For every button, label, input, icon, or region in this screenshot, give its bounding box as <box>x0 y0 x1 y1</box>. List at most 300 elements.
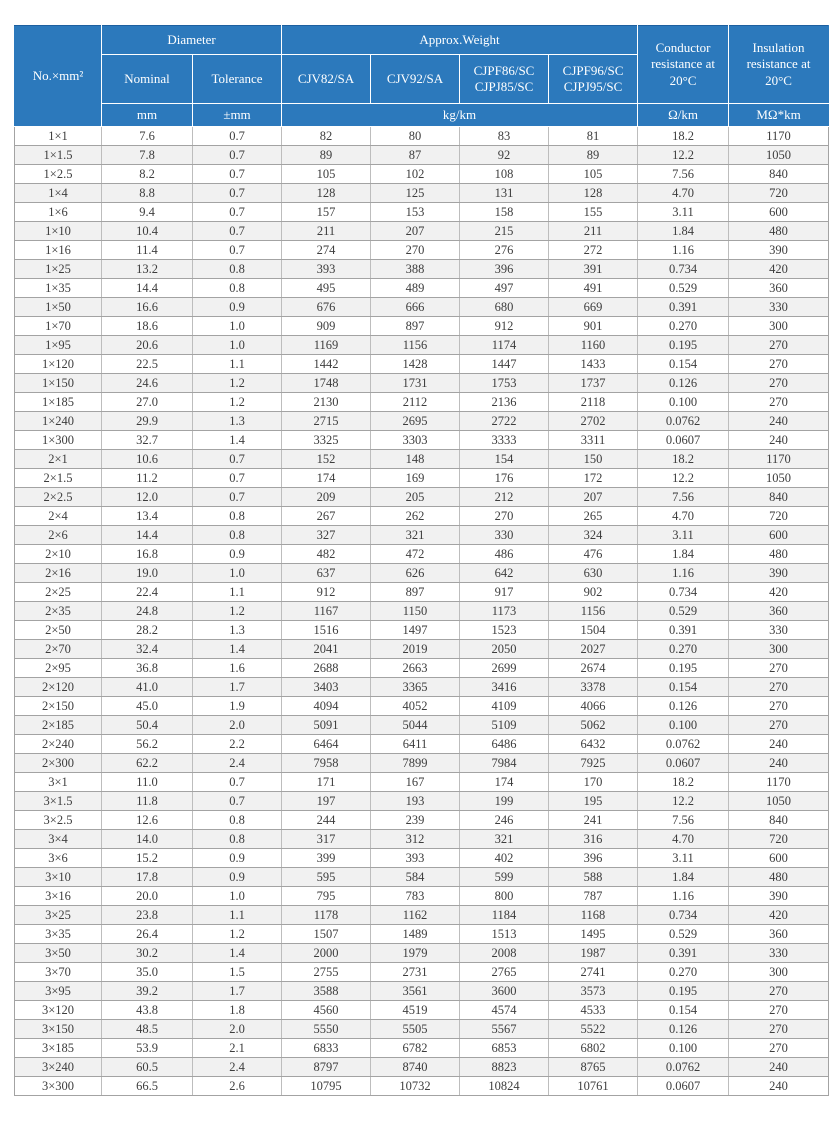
cell: 360 <box>729 925 829 944</box>
cell: 3333 <box>460 431 549 450</box>
cell: 6802 <box>549 1039 638 1058</box>
cell: 312 <box>371 830 460 849</box>
cell: 2×120 <box>15 678 102 697</box>
cell: 0.9 <box>193 868 282 887</box>
cell: 0.391 <box>638 298 729 317</box>
cell: 41.0 <box>102 678 193 697</box>
cell: 1184 <box>460 906 549 925</box>
cell: 18.2 <box>638 127 729 146</box>
cell: 174 <box>282 469 371 488</box>
cell: 2×300 <box>15 754 102 773</box>
cell: 7.8 <box>102 146 193 165</box>
cable-spec-table <box>14 25 829 1096</box>
unit-tolerance-mm: ±mm <box>193 104 282 127</box>
cell: 4109 <box>460 697 549 716</box>
cell: 1.9 <box>193 697 282 716</box>
cell: 330 <box>729 944 829 963</box>
cell: 2715 <box>282 412 371 431</box>
cell: 24.6 <box>102 374 193 393</box>
cell: 420 <box>729 906 829 925</box>
cell: 2.2 <box>193 735 282 754</box>
cell: 2041 <box>282 640 371 659</box>
cell: 1.1 <box>193 355 282 374</box>
cell: 2×185 <box>15 716 102 735</box>
cell: 0.100 <box>638 1039 729 1058</box>
cell: 1.3 <box>193 621 282 640</box>
cell: 588 <box>549 868 638 887</box>
cell: 8823 <box>460 1058 549 1077</box>
cell: 0.154 <box>638 1001 729 1020</box>
cell: 0.8 <box>193 279 282 298</box>
cell: 17.8 <box>102 868 193 887</box>
cell: 3561 <box>371 982 460 1001</box>
cell: 1.6 <box>193 659 282 678</box>
cell: 0.391 <box>638 621 729 640</box>
cable-spec-table-container <box>14 25 828 1096</box>
cell: 29.9 <box>102 412 193 431</box>
cell: 270 <box>729 982 829 1001</box>
cell: 193 <box>371 792 460 811</box>
cell: 3.11 <box>638 526 729 545</box>
table-row <box>15 678 829 697</box>
cell: 0.8 <box>193 811 282 830</box>
cell: 215 <box>460 222 549 241</box>
cell: 1753 <box>460 374 549 393</box>
cell: 276 <box>460 241 549 260</box>
table-row <box>15 906 829 925</box>
cell: 3.11 <box>638 849 729 868</box>
cell: 0.734 <box>638 583 729 602</box>
cell: 11.2 <box>102 469 193 488</box>
cell: 0.0607 <box>638 754 729 773</box>
cell: 720 <box>729 184 829 203</box>
cell: 1×4 <box>15 184 102 203</box>
cell: 3573 <box>549 982 638 1001</box>
cell: 0.126 <box>638 1020 729 1039</box>
cell: 2008 <box>460 944 549 963</box>
cell: 3×2.5 <box>15 811 102 830</box>
cell: 2.4 <box>193 1058 282 1077</box>
cell: 10732 <box>371 1077 460 1096</box>
header-row-units <box>15 104 829 127</box>
cell: 7899 <box>371 754 460 773</box>
cell: 10.4 <box>102 222 193 241</box>
cell: 4066 <box>549 697 638 716</box>
cell: 1160 <box>549 336 638 355</box>
cell: 270 <box>460 507 549 526</box>
cell: 5522 <box>549 1020 638 1039</box>
header-cjpf86-sc <box>460 55 549 104</box>
unit-kg-km: kg/km <box>282 104 638 127</box>
cell: 1.0 <box>193 887 282 906</box>
cell: 7.56 <box>638 488 729 507</box>
cell: 2×2.5 <box>15 488 102 507</box>
cell: 18.2 <box>638 773 729 792</box>
cell: 0.7 <box>193 165 282 184</box>
cell: 2×4 <box>15 507 102 526</box>
cell: 2×10 <box>15 545 102 564</box>
cell: 212 <box>460 488 549 507</box>
cell: 399 <box>282 849 371 868</box>
cell: 1169 <box>282 336 371 355</box>
cell: 6464 <box>282 735 371 754</box>
cell: 1.0 <box>193 336 282 355</box>
cell: 1×95 <box>15 336 102 355</box>
cell: 16.6 <box>102 298 193 317</box>
cell: 3×1 <box>15 773 102 792</box>
table-row <box>15 773 829 792</box>
cell: 396 <box>460 260 549 279</box>
cell: 2.0 <box>193 1020 282 1039</box>
cell: 152 <box>282 450 371 469</box>
cell: 2×70 <box>15 640 102 659</box>
cell: 901 <box>549 317 638 336</box>
cell: 0.8 <box>193 507 282 526</box>
cell: 1×25 <box>15 260 102 279</box>
cell: 30.2 <box>102 944 193 963</box>
table-row <box>15 1058 829 1077</box>
cell: 1516 <box>282 621 371 640</box>
cell: 7.56 <box>638 811 729 830</box>
cell: 211 <box>549 222 638 241</box>
table-body <box>15 127 829 1096</box>
cell: 240 <box>729 1058 829 1077</box>
cell: 270 <box>729 1020 829 1039</box>
cell: 1447 <box>460 355 549 374</box>
cell: 3×16 <box>15 887 102 906</box>
cell: 5505 <box>371 1020 460 1039</box>
cell: 6782 <box>371 1039 460 1058</box>
cell: 131 <box>460 184 549 203</box>
cell: 56.2 <box>102 735 193 754</box>
cell: 158 <box>460 203 549 222</box>
cell: 150 <box>549 450 638 469</box>
cell: 20.6 <box>102 336 193 355</box>
cell: 60.5 <box>102 1058 193 1077</box>
cell: 176 <box>460 469 549 488</box>
cell: 912 <box>460 317 549 336</box>
cell: 0.7 <box>193 146 282 165</box>
cell: 1156 <box>371 336 460 355</box>
cell: 637 <box>282 564 371 583</box>
cell: 12.0 <box>102 488 193 507</box>
cell: 1523 <box>460 621 549 640</box>
cell: 0.7 <box>193 203 282 222</box>
cell: 240 <box>729 735 829 754</box>
cell: 642 <box>460 564 549 583</box>
cell: 270 <box>729 659 829 678</box>
cell: 1731 <box>371 374 460 393</box>
header-cjpf96-line1: CJPF96/SC <box>562 62 624 78</box>
cell: 3×4 <box>15 830 102 849</box>
cell: 1.16 <box>638 564 729 583</box>
cell: 5091 <box>282 716 371 735</box>
cell: 0.0762 <box>638 412 729 431</box>
cell: 105 <box>549 165 638 184</box>
cell: 154 <box>460 450 549 469</box>
cell: 1156 <box>549 602 638 621</box>
table-row <box>15 336 829 355</box>
cell: 2×1 <box>15 450 102 469</box>
cell: 1979 <box>371 944 460 963</box>
cell: 5567 <box>460 1020 549 1039</box>
cell: 172 <box>549 469 638 488</box>
cell: 3.11 <box>638 203 729 222</box>
cell: 1170 <box>729 127 829 146</box>
cell: 155 <box>549 203 638 222</box>
cell: 720 <box>729 507 829 526</box>
cell: 32.7 <box>102 431 193 450</box>
cell: 5550 <box>282 1020 371 1039</box>
table-row <box>15 868 829 887</box>
cell: 584 <box>371 868 460 887</box>
cell: 3588 <box>282 982 371 1001</box>
table-row <box>15 621 829 640</box>
cell: 4533 <box>549 1001 638 1020</box>
cell: 18.2 <box>638 450 729 469</box>
cell: 0.529 <box>638 602 729 621</box>
cell: 2765 <box>460 963 549 982</box>
cell: 10761 <box>549 1077 638 1096</box>
cell: 720 <box>729 830 829 849</box>
table-row <box>15 754 829 773</box>
cell: 2755 <box>282 963 371 982</box>
cell: 1428 <box>371 355 460 374</box>
table-row <box>15 127 829 146</box>
cell: 2688 <box>282 659 371 678</box>
cell: 0.7 <box>193 773 282 792</box>
cell: 1168 <box>549 906 638 925</box>
table-row <box>15 564 829 583</box>
cell: 6853 <box>460 1039 549 1058</box>
cell: 0.9 <box>193 298 282 317</box>
cell: 81 <box>549 127 638 146</box>
cell: 486 <box>460 545 549 564</box>
table-row <box>15 811 829 830</box>
cell: 24.8 <box>102 602 193 621</box>
table-row <box>15 469 829 488</box>
cell: 3325 <box>282 431 371 450</box>
cell: 0.9 <box>193 545 282 564</box>
cell: 4519 <box>371 1001 460 1020</box>
cell: 0.195 <box>638 336 729 355</box>
cell: 3×10 <box>15 868 102 887</box>
table-row <box>15 355 829 374</box>
cell: 153 <box>371 203 460 222</box>
cell: 3403 <box>282 678 371 697</box>
cell: 240 <box>729 754 829 773</box>
cell: 11.4 <box>102 241 193 260</box>
cell: 0.8 <box>193 526 282 545</box>
cell: 22.5 <box>102 355 193 374</box>
cell: 246 <box>460 811 549 830</box>
cell: 1.3 <box>193 412 282 431</box>
cell: 3×185 <box>15 1039 102 1058</box>
table-row <box>15 545 829 564</box>
cell: 36.8 <box>102 659 193 678</box>
cell: 1×1.5 <box>15 146 102 165</box>
table-row <box>15 1020 829 1039</box>
header-cjpf96-line2: CJPJ95/SC <box>563 79 623 94</box>
cell: 12.2 <box>638 792 729 811</box>
cell: 0.270 <box>638 317 729 336</box>
cell: 2695 <box>371 412 460 431</box>
cell: 270 <box>729 678 829 697</box>
cell: 0.7 <box>193 488 282 507</box>
cell: 108 <box>460 165 549 184</box>
cell: 316 <box>549 830 638 849</box>
cell: 420 <box>729 260 829 279</box>
cell: 6432 <box>549 735 638 754</box>
cell: 0.126 <box>638 697 729 716</box>
cell: 0.7 <box>193 184 282 203</box>
cell: 3365 <box>371 678 460 697</box>
cell: 3×25 <box>15 906 102 925</box>
cell: 321 <box>371 526 460 545</box>
cell: 1×240 <box>15 412 102 431</box>
cell: 39.2 <box>102 982 193 1001</box>
cell: 3×150 <box>15 1020 102 1039</box>
cell: 10824 <box>460 1077 549 1096</box>
cell: 300 <box>729 640 829 659</box>
cell: 125 <box>371 184 460 203</box>
cell: 6411 <box>371 735 460 754</box>
table-row <box>15 887 829 906</box>
table-row <box>15 640 829 659</box>
cell: 2×1.5 <box>15 469 102 488</box>
cell: 15.2 <box>102 849 193 868</box>
table-row <box>15 146 829 165</box>
cell: 600 <box>729 849 829 868</box>
cell: 3600 <box>460 982 549 1001</box>
cell: 4.70 <box>638 507 729 526</box>
cell: 330 <box>729 298 829 317</box>
cell: 324 <box>549 526 638 545</box>
cell: 2.1 <box>193 1039 282 1058</box>
cell: 388 <box>371 260 460 279</box>
cell: 1167 <box>282 602 371 621</box>
cell: 1.7 <box>193 678 282 697</box>
cell: 3×50 <box>15 944 102 963</box>
cell: 2112 <box>371 393 460 412</box>
cell: 128 <box>282 184 371 203</box>
table-row <box>15 203 829 222</box>
cell: 211 <box>282 222 371 241</box>
cell: 480 <box>729 545 829 564</box>
cell: 393 <box>282 260 371 279</box>
cell: 0.154 <box>638 355 729 374</box>
cell: 3303 <box>371 431 460 450</box>
cell: 1.4 <box>193 944 282 963</box>
cell: 43.8 <box>102 1001 193 1020</box>
cell: 82 <box>282 127 371 146</box>
cell: 270 <box>729 374 829 393</box>
table-row <box>15 925 829 944</box>
cell: 0.0607 <box>638 1077 729 1096</box>
cell: 783 <box>371 887 460 906</box>
cell: 396 <box>549 849 638 868</box>
cell: 270 <box>729 336 829 355</box>
cell: 1178 <box>282 906 371 925</box>
cell: 599 <box>460 868 549 887</box>
cell: 6833 <box>282 1039 371 1058</box>
table-row <box>15 260 829 279</box>
cell: 171 <box>282 773 371 792</box>
cell: 270 <box>729 393 829 412</box>
table-row <box>15 412 829 431</box>
cell: 157 <box>282 203 371 222</box>
cell: 390 <box>729 241 829 260</box>
header-cjpf86-line2: CJPJ85/SC <box>474 79 534 94</box>
cell: 1489 <box>371 925 460 944</box>
cell: 2×95 <box>15 659 102 678</box>
table-row <box>15 982 829 1001</box>
cell: 3×70 <box>15 963 102 982</box>
cell: 402 <box>460 849 549 868</box>
cell: 840 <box>729 488 829 507</box>
cell: 169 <box>371 469 460 488</box>
cell: 4560 <box>282 1001 371 1020</box>
cell: 1×300 <box>15 431 102 450</box>
cell: 330 <box>460 526 549 545</box>
cell: 4574 <box>460 1001 549 1020</box>
cell: 66.5 <box>102 1077 193 1096</box>
cell: 8740 <box>371 1058 460 1077</box>
cell: 3×6 <box>15 849 102 868</box>
cell: 2×50 <box>15 621 102 640</box>
table-row <box>15 1039 829 1058</box>
cell: 0.195 <box>638 659 729 678</box>
table-row <box>15 222 829 241</box>
header-tolerance: Tolerance <box>193 55 282 104</box>
cell: 1×150 <box>15 374 102 393</box>
cell: 5062 <box>549 716 638 735</box>
cell: 840 <box>729 165 829 184</box>
cell: 23.8 <box>102 906 193 925</box>
cell: 680 <box>460 298 549 317</box>
cell: 1170 <box>729 773 829 792</box>
table-row <box>15 374 829 393</box>
cell: 89 <box>549 146 638 165</box>
cell: 1.84 <box>638 868 729 887</box>
cell: 240 <box>729 412 829 431</box>
cell: 1×16 <box>15 241 102 260</box>
cell: 482 <box>282 545 371 564</box>
cell: 22.4 <box>102 583 193 602</box>
cell: 1748 <box>282 374 371 393</box>
cell: 18.6 <box>102 317 193 336</box>
cell: 1433 <box>549 355 638 374</box>
cell: 11.8 <box>102 792 193 811</box>
cell: 1.2 <box>193 393 282 412</box>
table-row <box>15 184 829 203</box>
cell: 270 <box>729 1039 829 1058</box>
cell: 32.4 <box>102 640 193 659</box>
table-row <box>15 241 829 260</box>
cell: 1497 <box>371 621 460 640</box>
cell: 1162 <box>371 906 460 925</box>
cell: 8797 <box>282 1058 371 1077</box>
cell: 27.0 <box>102 393 193 412</box>
cell: 897 <box>371 317 460 336</box>
cell: 170 <box>549 773 638 792</box>
cell: 909 <box>282 317 371 336</box>
cell: 8.8 <box>102 184 193 203</box>
cell: 1.16 <box>638 241 729 260</box>
cell: 1×185 <box>15 393 102 412</box>
cell: 2×240 <box>15 735 102 754</box>
cell: 1050 <box>729 146 829 165</box>
